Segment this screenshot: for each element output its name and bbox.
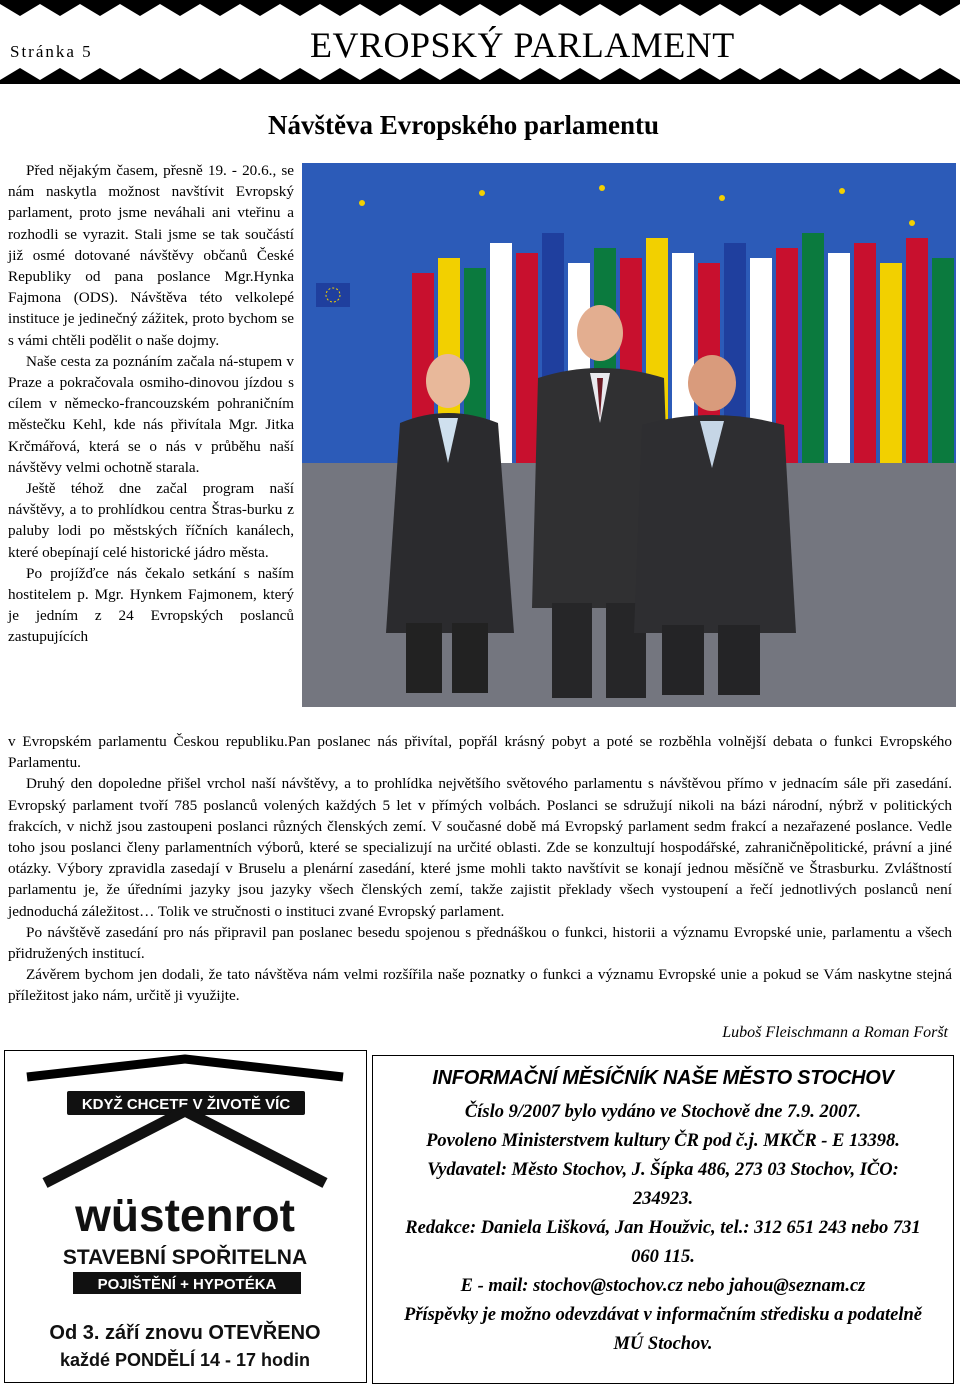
header-top-band bbox=[0, 0, 960, 18]
info-title: INFORMAČNÍ MĚSÍČNÍK NAŠE MĚSTO STOCHOV bbox=[432, 1067, 894, 1089]
ad-line1: STAVEBNÍ SPOŘITELNA bbox=[62, 1246, 308, 1269]
article-paragraph: Po projížďce nás čekalo setkání s naším hostitelem p. Mgr. Hynkem Fajmonem, který je jedním z 24 Evropských poslanců zastupujících bbox=[8, 564, 294, 646]
wustenrot-advertisement bbox=[4, 1050, 367, 1383]
ad-banner-text: KDYŽ CHCETE V ŽIVOTĚ VÍC bbox=[81, 1096, 291, 1113]
wustenrot-ad-graphic bbox=[5, 1051, 365, 1381]
header-bottom-band bbox=[0, 66, 960, 84]
photo-parliament-visitors bbox=[302, 163, 956, 707]
info-line: Povoleno Ministerstvem kultury ČR pod č.j. MKČR - E 13398. Vydavatel: Město Stochov, J. Šípka 486, 273 03 Stochov, IČO: 234923. bbox=[426, 1131, 900, 1209]
info-line: Číslo 9/2007 bylo vydáno ve Stochově dne 7.9. 2007. bbox=[464, 1102, 862, 1122]
ad-cta2: každé PONDĚLÍ 14 - 17 hodin bbox=[59, 1350, 311, 1370]
ad-cta1: Od 3. září znovu OTEVŘENO bbox=[49, 1322, 321, 1344]
article-paragraph: Druhý den dopoledne přišel vrchol naší návštěvy, a to prohlídka největšího světového parlamentu s návštěvou přímo v jednacím sále při zasedání. Evropský parlament tvoří 785 poslanců volených každých 5 let v přímých volbách. Poslanci se sdružují nikoli na bázi národní, nýbrž v politických frakcích, v nichž jsou zastoupeni poslanci různých členských zemí. V současné době má Evropský parlament sedm frakcí a nezařazené poslance. Vedle toho jsou poslanci členy parlamentních výborů, které se specializují na určité oblasti. Zde se konzultují hospodářské, zahraničněpolitické, právní a jiné otázky. Výbory zpravidla zasedají v Bruselu a plenární zasedání, které jsme mohli takto navštívit se konají jednou měsíčně ve Štrasburku. Zvláštností parlamentu je, že úředními jazyky jsou jazyky všech členských zemí, takže zajistit překlady všech vystoupení a řečí jednotlivých poslanců není jednoduchá záležitost… Tolik ve stručnosti o instituci zvané Evropský parlament. bbox=[8, 775, 952, 920]
article-left-column bbox=[8, 160, 294, 648]
article-authors: Luboš Fleischmann a Roman Foršt bbox=[722, 1024, 948, 1041]
article-paragraph: v Evropském parlamentu Českou republiku.Pan poslanec nás přivítal, popřál krásný pobyt a poté se rozběhla volnější debata o funkci Evropského Parlamentu. bbox=[8, 733, 952, 772]
article-paragraph: Závěrem bychom jen dodali, že tato návštěva nám velmi rozšířila naše poznatky o funkci a významu Evropské unie a pokud se Vám naskytne stejná příležitost jako nám, určitě ji využijte. bbox=[8, 966, 952, 1005]
article-paragraph: Po návštěvě zasedání pro nás připravil pan poslanec besedu spojenou s přednáškou o funkci, historii a významu Evropské unie, parlamentu a všech přidružených institucí. bbox=[8, 923, 952, 963]
article-full-width bbox=[8, 731, 952, 1007]
article-paragraph: Naše cesta za poznáním začala ná-stupem v Praze a pokračovala osmiho-dinovou jízdou s cílem v německo-francouzském pohraničním městečku Kehl, kde nás přivítala Mgr. Jitka Krčmářová, která se o nás v průběhu naší návštěvy velmi ochotně starala. bbox=[8, 352, 294, 476]
article-paragraph: Ještě téhož dne začal program naší návštěvy, a to prohlídkou centra Štras-burku z paluby lodi po městských říčních kanálech, které obepínají celé historické jádro města. bbox=[8, 480, 294, 561]
article-paragraph: Před nějakým časem, přesně 19. - 20.6., se nám naskytla možnost navštívit Evropský parlament, proto jsme neváhali ani vteřinu a rozhodli se vyrazit. Stali jsme se tak součástí již osmé dotované návštěvy občanů České Republiky od pana poslance Mgr.Hynka Fajmona (ODS). Návštěva této velkolepé instituce je jedinečný zážitek, proto bychom se s vámi chtěli podělit o naše dojmy. bbox=[8, 162, 294, 349]
page-label: Stránka 5 bbox=[10, 42, 93, 61]
info-line: Redakce: Daniela Lišková, Jan Houžvic, tel.: 312 651 243 nebo 731 060 115. bbox=[405, 1218, 921, 1267]
ad-line2: POJIŠTĚNÍ + HYPOTÉKA bbox=[97, 1276, 277, 1293]
info-line: E - mail: stochov@stochov.cz nebo jahou@seznam.cz bbox=[460, 1276, 866, 1296]
ad-brand: wüstenrot bbox=[75, 1189, 295, 1241]
page-title: EVROPSKÝ PARLAMENT bbox=[310, 25, 735, 65]
article-title: Návštěva Evropského parlamentu bbox=[268, 110, 660, 140]
info-line: Příspěvky je možno odevzdávat v informačním středisku a podatelně MÚ Stochov. bbox=[404, 1305, 922, 1354]
info-box bbox=[372, 1055, 954, 1384]
